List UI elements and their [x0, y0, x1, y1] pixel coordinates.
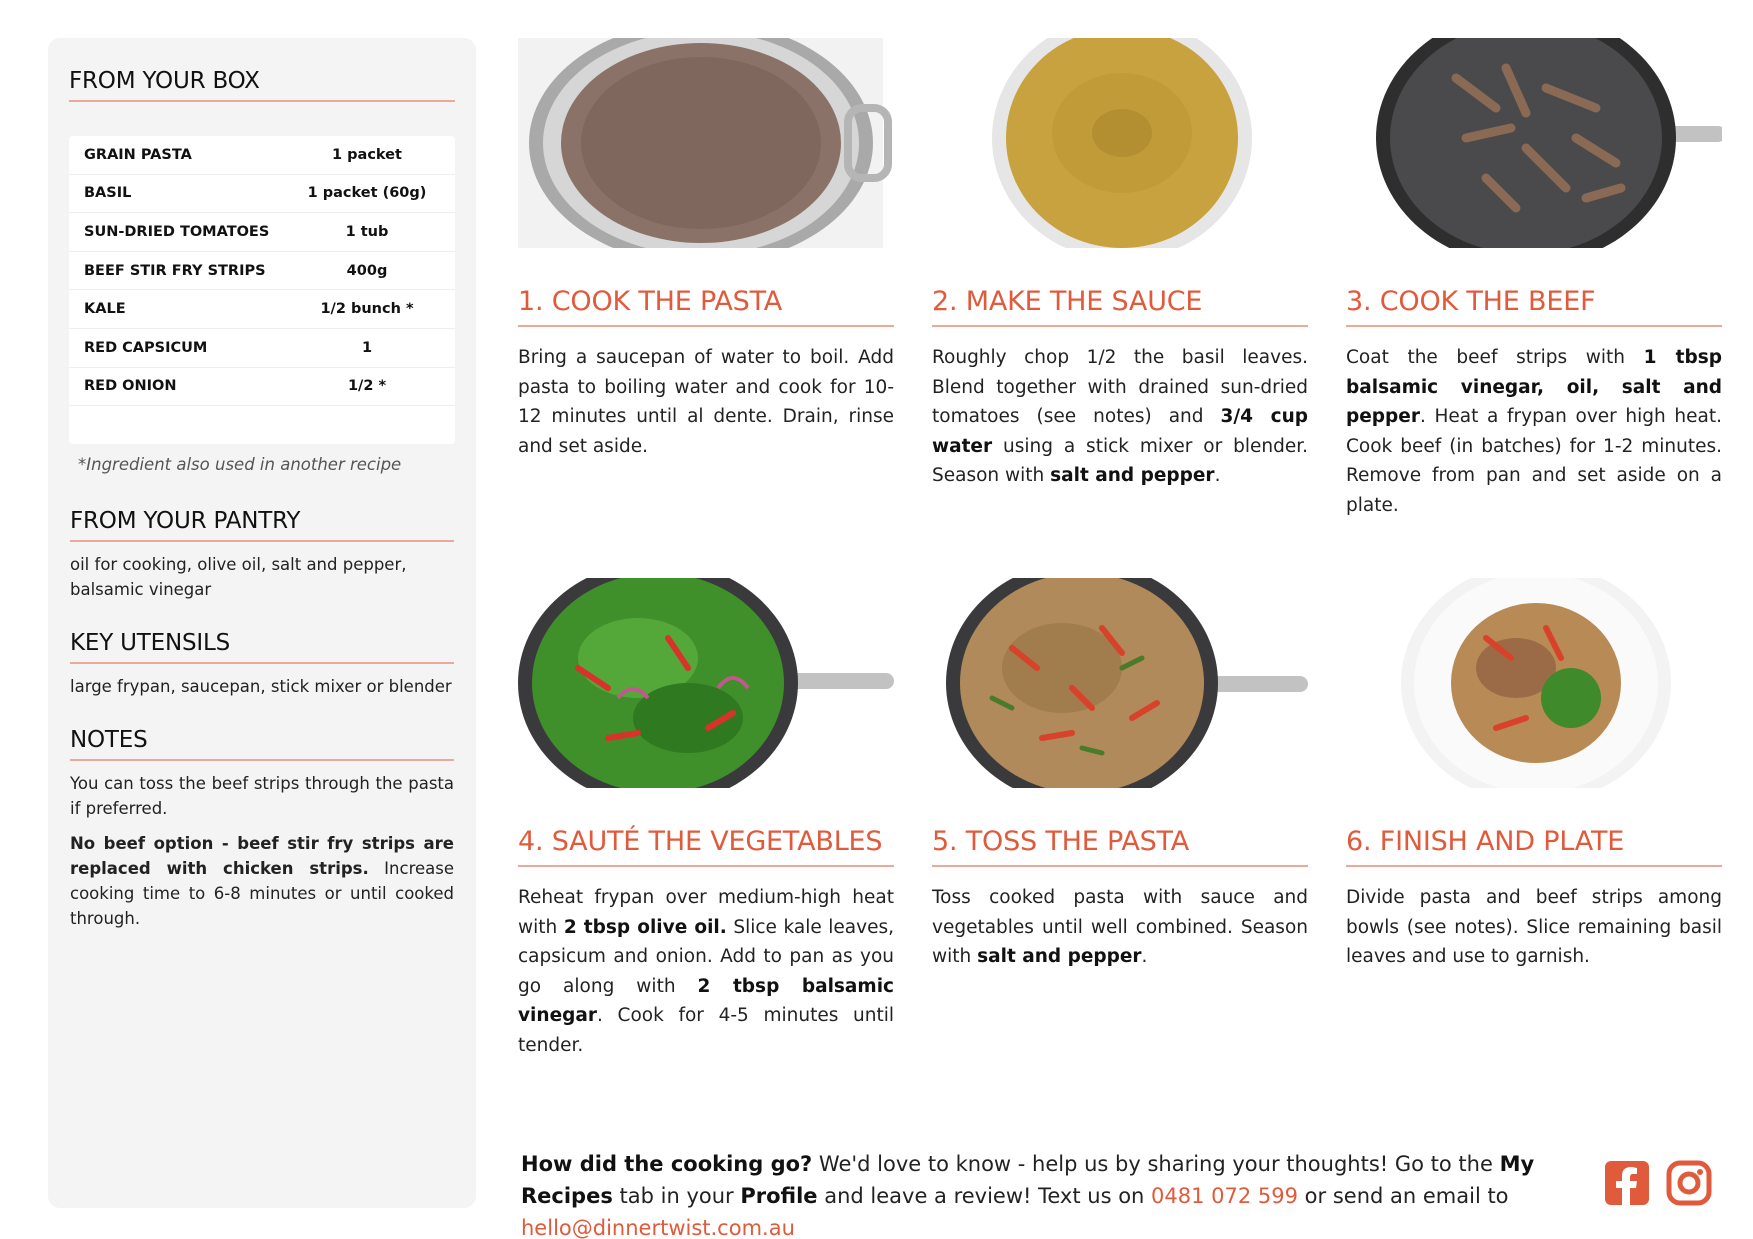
step-text: Bring a saucepan of water to boil. Add pasta to boiling water and cook for 10-12 minutes until al dente. Drain, rinse and set aside. [518, 347, 894, 457]
ingredient-name: RED ONION [84, 378, 177, 395]
step-text [518, 883, 894, 1060]
table-row [69, 252, 455, 291]
step-text [932, 343, 1308, 491]
step-text-part: Roughly chop 1/2 the basil leaves. Blend together with drained sun-dried tomatoes (see notes) and [932, 347, 1308, 427]
step-text-part: Toss cooked pasta with sauce and vegetables until well combined. Season with [932, 887, 1308, 967]
utensils-title: KEY UTENSILS [70, 630, 454, 664]
beef-frypan-icon [1346, 38, 1722, 248]
footer-text: We'd love to know - help us by sharing your thoughts! Go to the [812, 1152, 1500, 1176]
step-text-part: Coat the beef strips with [1346, 347, 1644, 368]
step-5-photo [932, 578, 1308, 788]
table-row [69, 136, 455, 175]
step-text-bold: 2 tbsp balsamic vinegar [518, 975, 895, 1026]
ingredient-qty: 1 packet [332, 146, 402, 163]
utensils-text: large frypan, saucepan, stick mixer or blender [70, 677, 452, 696]
step-6-photo [1346, 578, 1722, 788]
footer-text: and leave a review! Text us on [817, 1184, 1152, 1208]
ingredient-name: SUN-DRIED TOMATOES [84, 223, 270, 240]
step-2-photo [932, 38, 1308, 248]
utensils-section [70, 630, 454, 699]
ingredient-qty: 1/2 bunch * [320, 301, 414, 318]
table-row [69, 290, 455, 329]
ingredient-qty: 1 tub [345, 223, 389, 240]
step-5 [932, 578, 1308, 972]
step-3-photo [1346, 38, 1722, 248]
table-row [69, 329, 455, 368]
step-6 [1346, 578, 1722, 972]
table-row [69, 175, 455, 214]
pasta-pot-icon [518, 38, 894, 248]
pantry-text: oil for cooking, olive oil, salt and pepper, balsamic vinegar [70, 555, 407, 599]
step-3 [1346, 38, 1722, 520]
ingredient-name: BEEF STIR FRY STRIPS [84, 262, 266, 279]
ingredient-name: RED CAPSICUM [84, 339, 208, 356]
ingredient-name: KALE [84, 301, 126, 318]
step-4 [518, 578, 894, 1060]
notes-paragraph [70, 831, 454, 931]
vegetables-frypan-icon [518, 578, 894, 788]
footer-bold: My Recipes [521, 1152, 1535, 1208]
pantry-title: FROM YOUR PANTRY [70, 508, 454, 542]
notes-paragraph: You can toss the beef strips through the pasta if preferred. [70, 774, 454, 818]
notes-rest: Increase cooking time to 6-8 minutes or until cooked through. [70, 859, 455, 928]
step-text-bold: 3/4 cup water [932, 406, 1308, 457]
step-4-photo [518, 578, 894, 788]
ingredient-qty: 1 [361, 339, 373, 356]
table-row [69, 368, 455, 407]
table-row [69, 213, 455, 252]
footer-bold: Profile [740, 1184, 818, 1208]
step-title: 5. TOSS THE PASTA [932, 826, 1308, 867]
instagram-icon[interactable] [1666, 1160, 1712, 1206]
table-row-empty [69, 406, 455, 444]
step-title: 4. SAUTÉ THE VEGETABLES [518, 826, 894, 867]
ingredients-table [69, 136, 455, 444]
step-text-bold: 2 tbsp olive oil. [563, 916, 727, 938]
ingredient-qty: 1/2 * [347, 378, 387, 395]
ingredient-qty: 400g [346, 262, 388, 279]
ingredient-qty: 1 packet (60g) [307, 185, 427, 202]
step-text: Divide pasta and beef strips among bowls (see notes). Slice remaining basil leaves and use to garnish. [1346, 887, 1722, 967]
ingredient-name: BASIL [84, 185, 132, 202]
step-1 [518, 38, 894, 461]
notes-bold: No beef option - beef stir fry strips are replaced with chicken strips. [70, 834, 454, 878]
step-text-part: . [1141, 946, 1148, 967]
step-text-part: . Cook for 4-5 minutes until tender. [518, 1005, 894, 1056]
email-link[interactable]: hello@dinnertwist.com.au [521, 1216, 795, 1239]
step-text [1346, 343, 1722, 520]
step-text-bold: salt and pepper [977, 946, 1142, 967]
footer-question: How did the cooking go? [521, 1152, 813, 1176]
step-1-photo [518, 38, 894, 248]
plated-pasta-icon [1346, 578, 1722, 788]
pantry-section [70, 508, 454, 602]
step-text-part: . Heat a frypan over high heat. Cook beef (in batches) for 1-2 minutes. Remove from pan and set aside on a plate. [1346, 406, 1722, 516]
step-text-part: Reheat frypan over medium-high heat with [518, 887, 894, 938]
ingredient-note: *Ingredient also used in another recipe [78, 455, 402, 474]
phone-link[interactable]: 0481 072 599 [1151, 1184, 1298, 1208]
box-title: FROM YOUR BOX [69, 68, 455, 102]
step-title: 6. FINISH AND PLATE [1346, 826, 1722, 867]
ingredient-name: GRAIN PASTA [84, 146, 192, 163]
notes-text [70, 771, 454, 931]
step-text-bold: 1 tbsp balsamic vinegar, oil, salt and pepper [1346, 347, 1722, 427]
step-title: 3. COOK THE BEEF [1346, 286, 1722, 327]
step-text-bold: salt and pepper [1050, 465, 1215, 486]
step-text-part: . [1214, 465, 1221, 486]
notes-section [70, 727, 454, 941]
step-text-part: Slice kale leaves, capsicum and onion. Add to pan as you go along with [518, 916, 894, 997]
tossed-pasta-frypan-icon [932, 578, 1308, 788]
facebook-icon[interactable] [1604, 1160, 1650, 1206]
step-text [932, 883, 1308, 972]
ingredients-panel [48, 38, 476, 1208]
step-text-part: using a stick mixer or blender. Season with [932, 435, 1308, 486]
step-title: 1. COOK THE PASTA [518, 286, 894, 327]
footer-text: tab in your [612, 1184, 741, 1208]
step-2 [932, 38, 1308, 491]
notes-title: NOTES [70, 727, 454, 761]
sauce-bowl-icon [932, 38, 1308, 248]
feedback-footer [521, 1148, 1581, 1239]
step-title: 2. MAKE THE SAUCE [932, 286, 1308, 327]
footer-text: or send an email to [1298, 1184, 1509, 1208]
